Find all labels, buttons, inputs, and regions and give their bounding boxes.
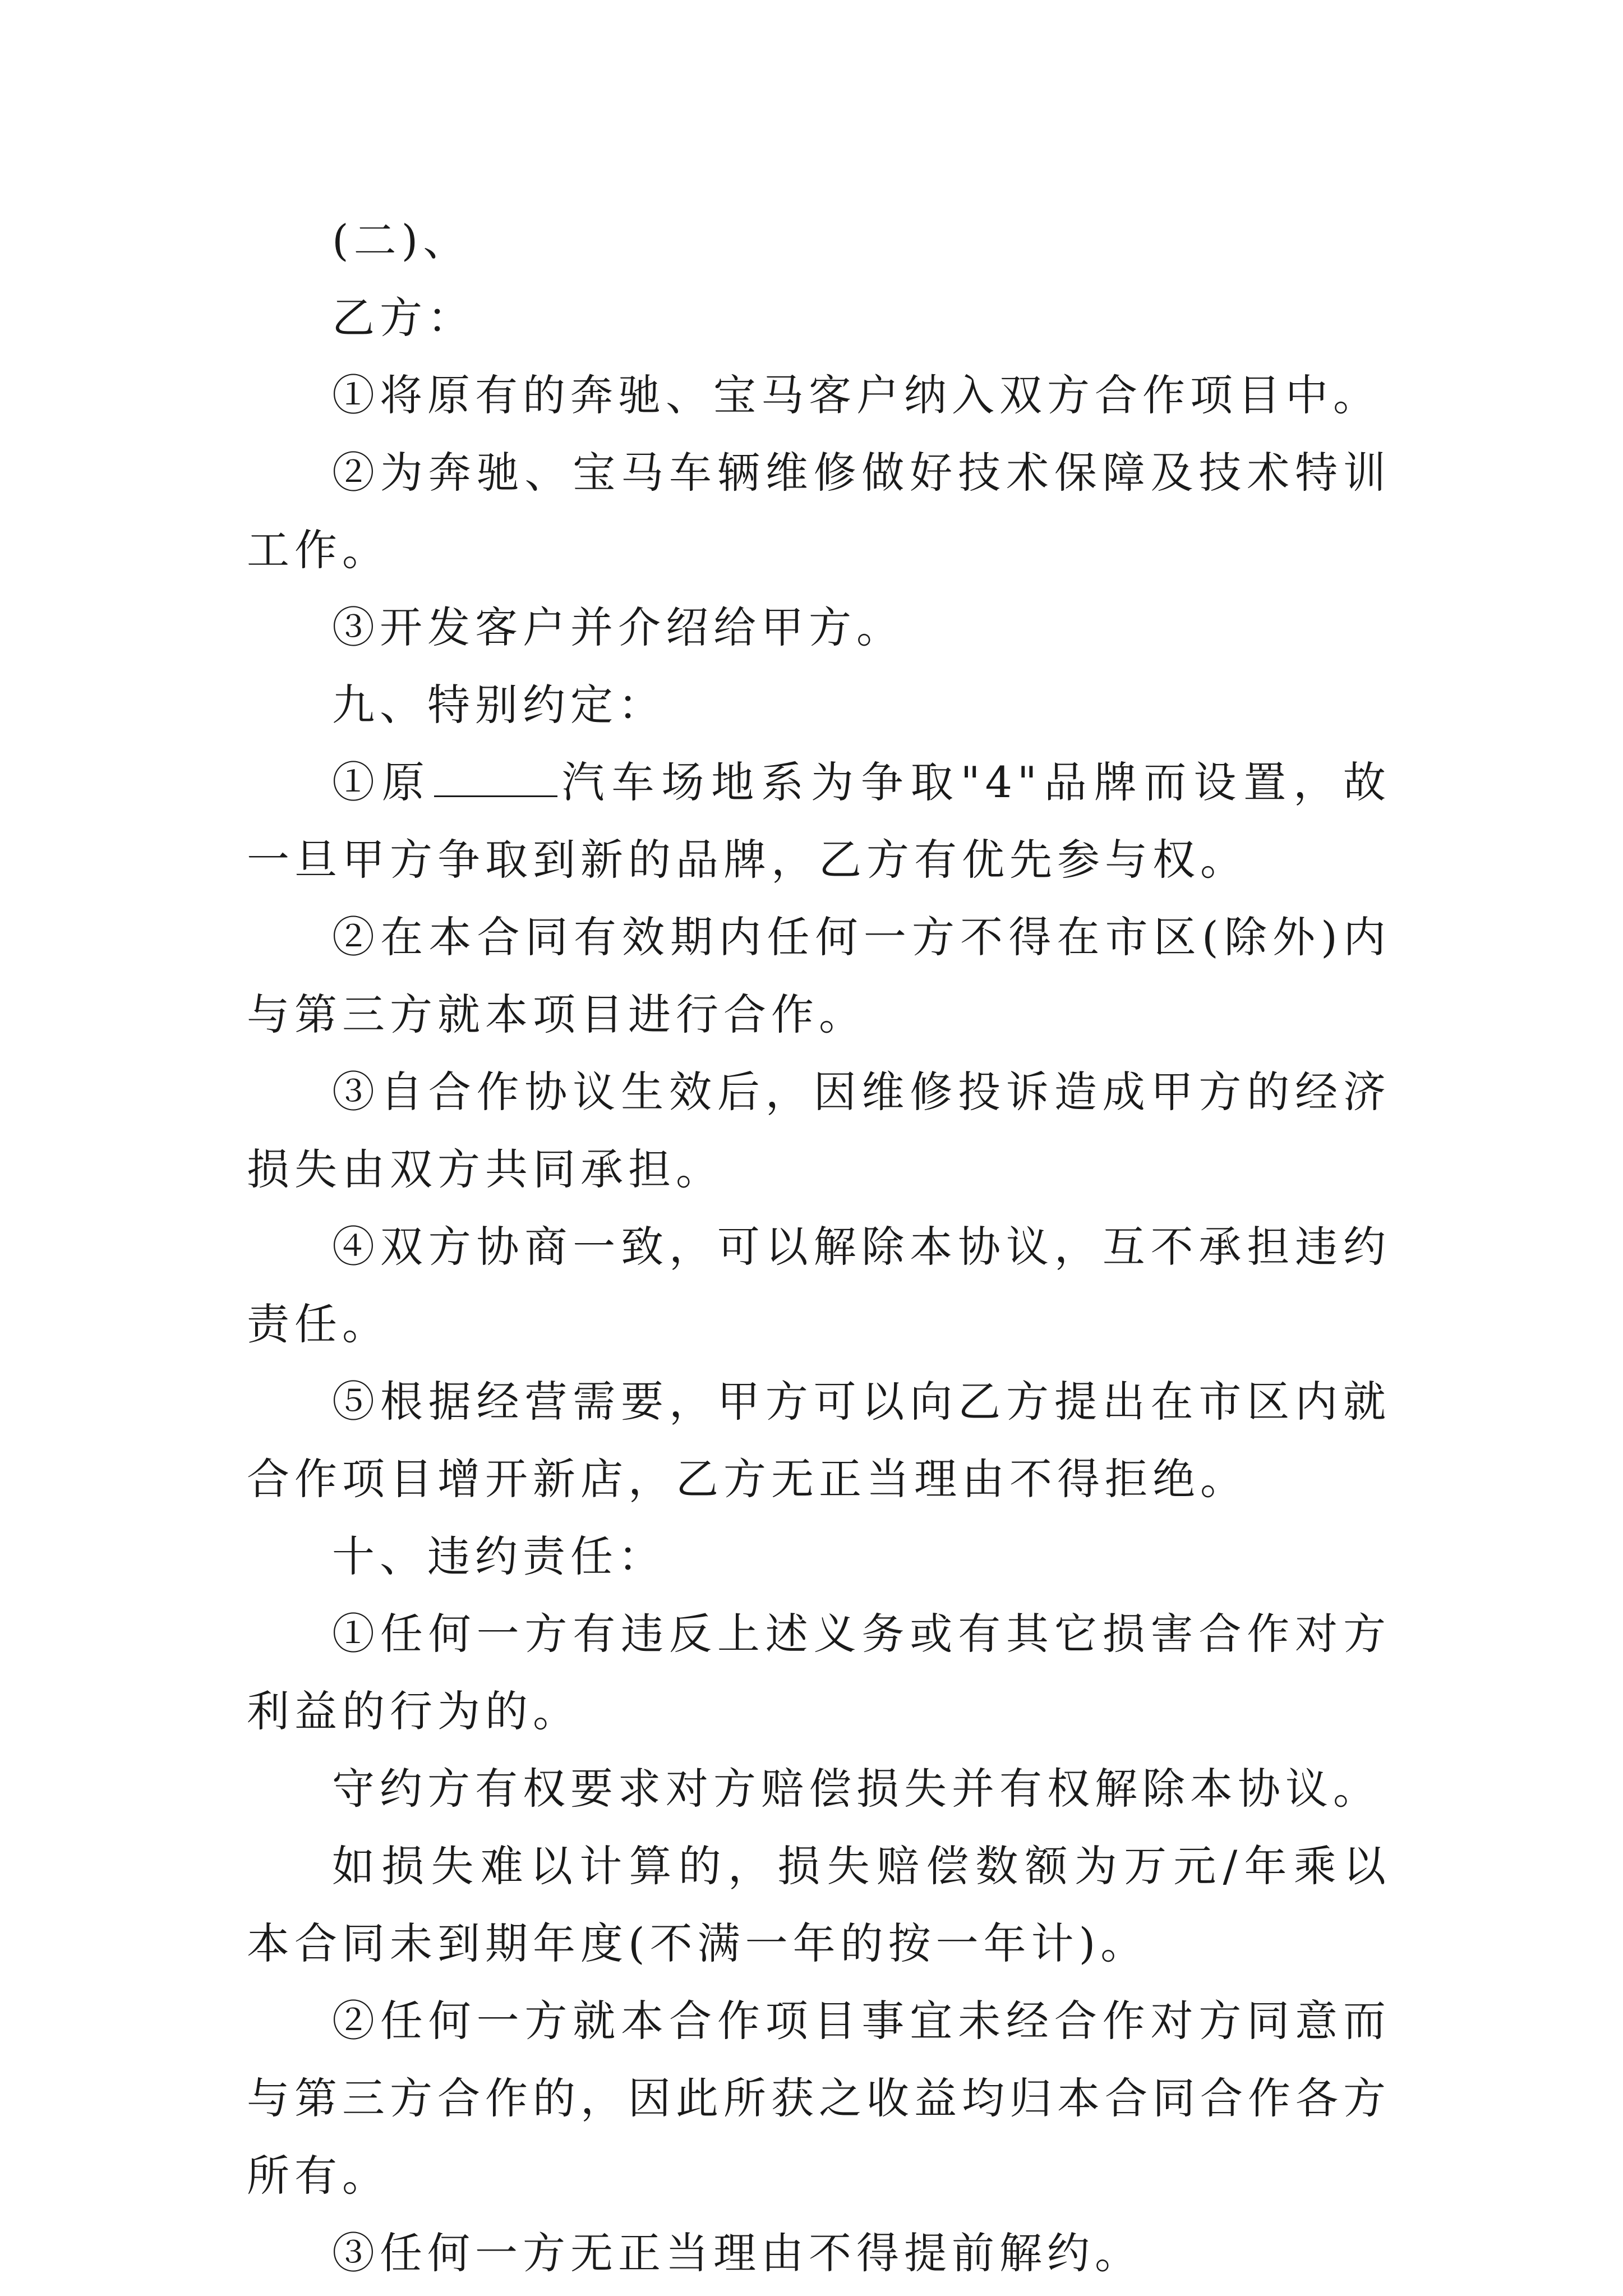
blank-line (434, 795, 557, 797)
paragraph-liability-1-a: 守约方有权要求对方赔偿损失并有权解除本协议。 (332, 1764, 1381, 1814)
paragraph-liability-1-b: 如损失难以计算的，损失赔偿数额为万元/年乘以本合同未到期年度(不满一年的按一年计)。 (247, 1841, 1391, 1968)
paragraph-special-2: ②在本合同有效期内任何一方不得在市区(除外)内与第三方就本项目进行合作。 (247, 912, 1391, 1039)
paragraph-special-1-after: 汽车场地系为争取"4"品牌而设置，故一旦甲方争取到新的品牌，乙方有优先参与权。 (247, 757, 1391, 885)
paragraph-special-1 (247, 744, 1391, 899)
paragraph-b-item-2: ②为奔驰、宝马车辆维修做好技术保障及技术特训工作。 (247, 448, 1391, 575)
paragraph-liability-1: ①任何一方有违反上述义务或有其它损害合作对方利益的行为的。 (247, 1609, 1391, 1736)
paragraph-b-item-1: ①将原有的奔驰、宝马客户纳入双方合作项目中。 (332, 370, 1381, 420)
paragraph-section-two: (二)、 (332, 215, 471, 265)
paragraph-special-3: ③自合作协议生效后，因维修投诉造成甲方的经济损失由双方共同承担。 (247, 1067, 1391, 1194)
paragraph-special-5: ⑤根据经营需要，甲方可以向乙方提出在市区内就合作项目增开新店，乙方无正当理由不得拒绝。 (247, 1377, 1391, 1504)
document-body (247, 202, 1391, 2292)
paragraph-special-4: ④双方协商一致，可以解除本协议，互不承担违约责任。 (247, 1222, 1391, 1349)
paragraph-party-b: 乙方： (332, 293, 475, 343)
paragraph-liability-3: ③任何一方无正当理由不得提前解约。 (332, 2228, 1142, 2278)
heading-special-terms: 九、特别约定： (332, 680, 666, 730)
heading-liability: 十、违约责任： (332, 1531, 666, 1581)
paragraph-liability-2: ②任何一方就本合作项目事宜未经合作对方同意而与第三方合作的，因此所获之收益均归本合同合作各方所有。 (247, 1996, 1391, 2201)
paragraph-special-1-before: ①原 (332, 757, 432, 807)
paragraph-b-item-3: ③开发客户并介绍给甲方。 (332, 602, 904, 652)
